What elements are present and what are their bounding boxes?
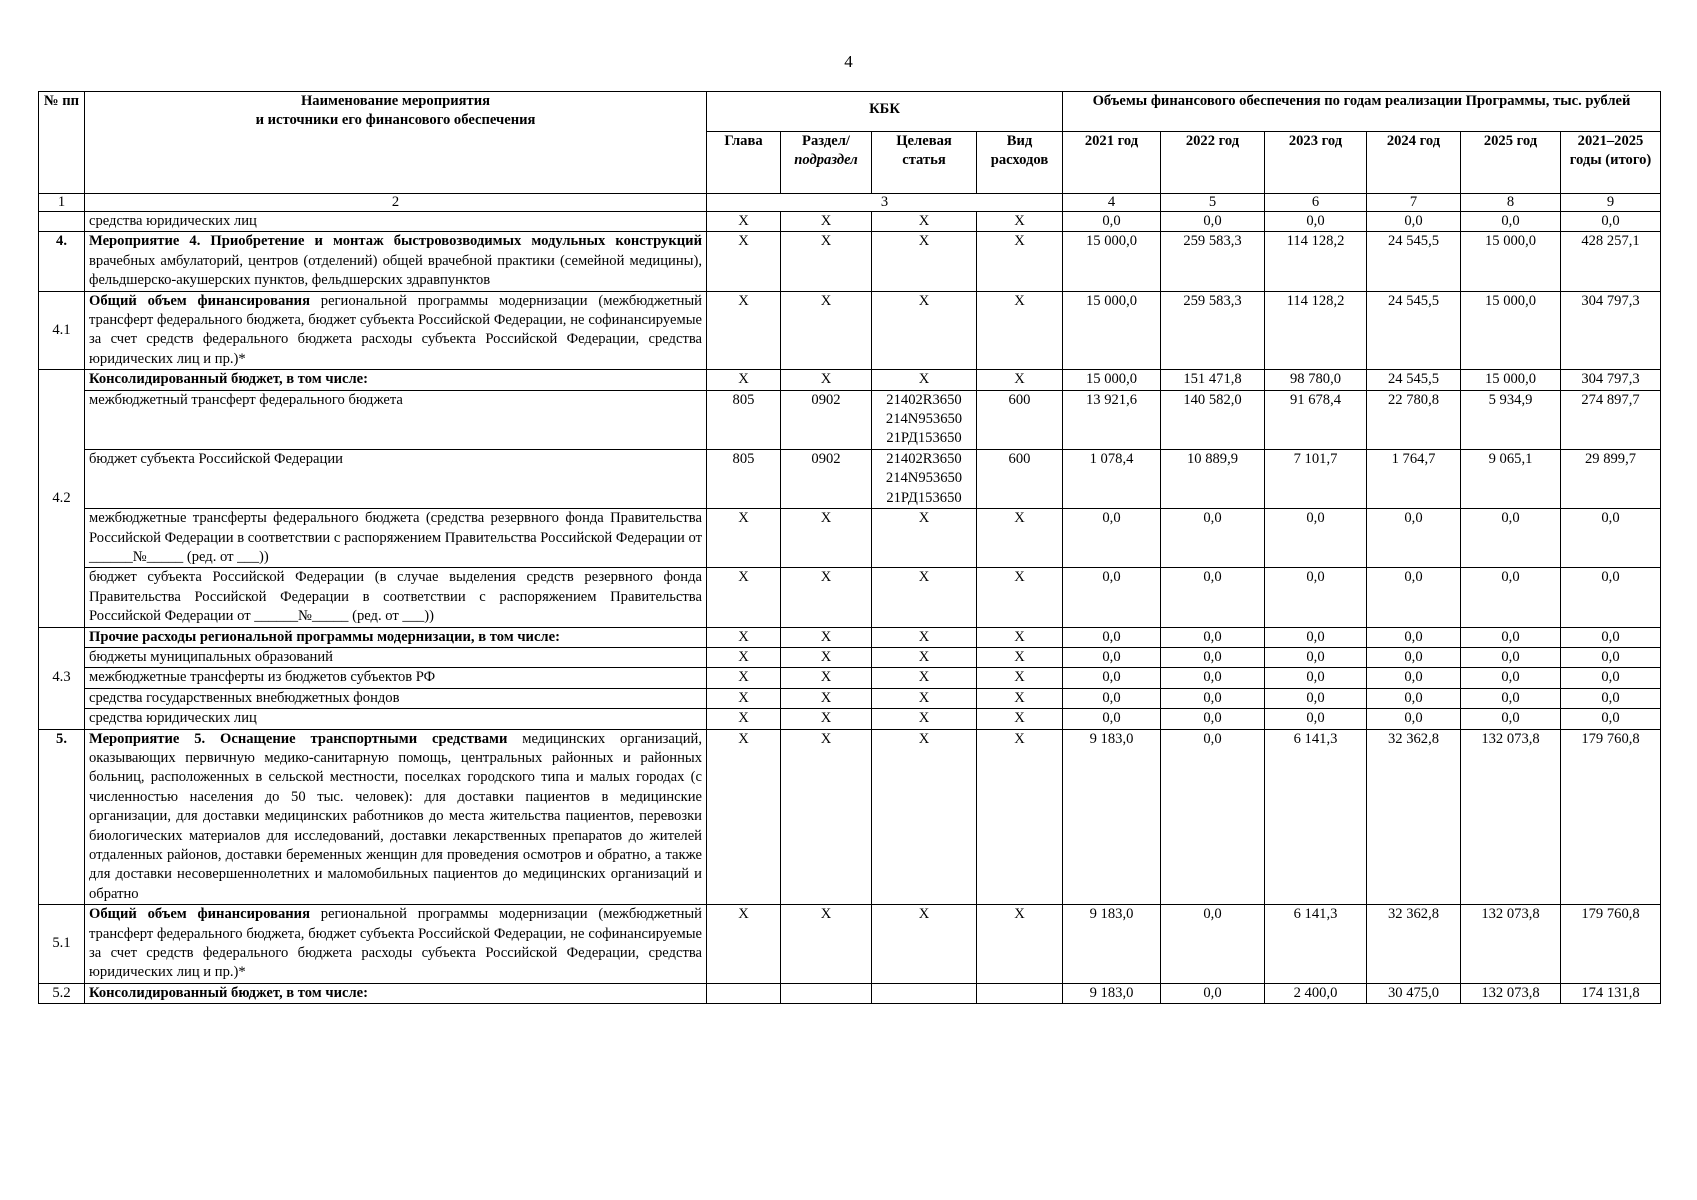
table-row — [39, 291, 1661, 370]
row-number: 4.3 — [39, 627, 85, 729]
row-name — [85, 905, 707, 984]
value-2025: 132 073,8 — [1461, 983, 1561, 1003]
value-2024: 0,0 — [1367, 688, 1461, 708]
page-number: 4 — [844, 52, 853, 71]
value-2023: 0,0 — [1265, 212, 1367, 232]
kbk-glava: Х — [707, 647, 781, 667]
value-2021: 15 000,0 — [1063, 291, 1161, 370]
value-2023: 0,0 — [1265, 627, 1367, 647]
value-2023: 2 400,0 — [1265, 983, 1367, 1003]
kbk-vid: Х — [977, 212, 1063, 232]
value-2025: 5 934,9 — [1461, 390, 1561, 449]
value-total: 0,0 — [1561, 509, 1661, 568]
value-2022: 0,0 — [1161, 647, 1265, 667]
value-total: 0,0 — [1561, 647, 1661, 667]
header-name-col — [85, 92, 707, 194]
header-razdel-line: Раздел/ — [802, 133, 850, 149]
kbk-glava: 805 — [707, 390, 781, 449]
row-number: 4.1 — [39, 291, 85, 370]
row-name: бюджеты муниципальных образований — [85, 647, 707, 667]
value-2024: 0,0 — [1367, 647, 1461, 667]
row-name: межбюджетные трансферты из бюджетов субъектов РФ — [85, 668, 707, 688]
value-2025: 0,0 — [1461, 688, 1561, 708]
value-2021: 0,0 — [1063, 568, 1161, 627]
value-total: 0,0 — [1561, 709, 1661, 729]
row-name — [85, 291, 707, 370]
kbk-celevaya: Х — [872, 688, 977, 708]
value-2025: 15 000,0 — [1461, 291, 1561, 370]
row-text: региональной программы модернизации (межбюджетный трансферт федерального бюджета, бюджет субъекта Российской Федерации, не софинансируемые за счет средств федерального бюджета расходы субъекта Российской Федерации, средства юридических лиц и пр.)* — [89, 906, 702, 981]
value-total: 0,0 — [1561, 627, 1661, 647]
value-2021: 13 921,6 — [1063, 390, 1161, 449]
value-2022: 259 583,3 — [1161, 291, 1265, 370]
kbk-glava: Х — [707, 232, 781, 291]
value-2025: 0,0 — [1461, 709, 1561, 729]
col-number: 3 — [707, 194, 1063, 212]
kbk-razdel: Х — [781, 729, 872, 905]
kbk-vid: Х — [977, 668, 1063, 688]
table-row — [39, 668, 1661, 688]
celevaya-code: 214N953650 — [885, 470, 963, 487]
kbk-celevaya: Х — [872, 729, 977, 905]
value-2025: 15 000,0 — [1461, 232, 1561, 291]
value-2023: 0,0 — [1265, 709, 1367, 729]
value-total: 0,0 — [1561, 688, 1661, 708]
kbk-glava: Х — [707, 370, 781, 390]
value-2025: 0,0 — [1461, 509, 1561, 568]
row-text: врачебных амбулаторий, центров (отделений) общей врачебной практики (семейной медицины), фельдшерско-акушерских пунктов, фельдшерских здравпунктов — [89, 252, 702, 289]
value-2021: 9 183,0 — [1063, 983, 1161, 1003]
table-row — [39, 449, 1661, 508]
value-total: 179 760,8 — [1561, 729, 1661, 905]
kbk-glava: Х — [707, 668, 781, 688]
value-total: 0,0 — [1561, 668, 1661, 688]
value-2023: 6 141,3 — [1265, 729, 1367, 905]
kbk-celevaya: Х — [872, 627, 977, 647]
kbk-celevaya: Х — [872, 668, 977, 688]
value-2021: 0,0 — [1063, 212, 1161, 232]
kbk-glava — [707, 983, 781, 1003]
celevaya-code: 21402R3650 — [886, 391, 962, 408]
header-podrazdel-line: подраздел — [794, 152, 858, 169]
table-row — [39, 709, 1661, 729]
header-row-1 — [39, 92, 1661, 132]
kbk-razdel: Х — [781, 568, 872, 627]
header-2021: 2021 год — [1063, 132, 1161, 194]
value-2022: 140 582,0 — [1161, 390, 1265, 449]
value-2024: 0,0 — [1367, 212, 1461, 232]
kbk-glava: Х — [707, 709, 781, 729]
value-2025: 0,0 — [1461, 568, 1561, 627]
kbk-vid: Х — [977, 627, 1063, 647]
kbk-razdel: Х — [781, 370, 872, 390]
kbk-celevaya: Х — [872, 709, 977, 729]
value-2021: 9 183,0 — [1063, 905, 1161, 984]
header-glava: Глава — [707, 132, 781, 194]
kbk-celevaya: Х — [872, 568, 977, 627]
kbk-celevaya: Х — [872, 370, 977, 390]
value-2023: 0,0 — [1265, 568, 1367, 627]
row-name: Консолидированный бюджет, в том числе: — [85, 370, 707, 390]
value-2025: 15 000,0 — [1461, 370, 1561, 390]
row-number: 5.2 — [39, 983, 85, 1003]
col-number: 5 — [1161, 194, 1265, 212]
kbk-vid: Х — [977, 647, 1063, 667]
col-number: 9 — [1561, 194, 1661, 212]
row-title: Общий объем финансирования — [89, 292, 310, 309]
value-2021: 15 000,0 — [1063, 232, 1161, 291]
kbk-glava: 805 — [707, 449, 781, 508]
value-total: 304 797,3 — [1561, 291, 1661, 370]
col-number: 4 — [1063, 194, 1161, 212]
kbk-vid: Х — [977, 688, 1063, 708]
kbk-celevaya — [872, 983, 977, 1003]
table-row — [39, 983, 1661, 1003]
value-2023: 91 678,4 — [1265, 390, 1367, 449]
kbk-razdel: Х — [781, 647, 872, 667]
value-2024: 24 545,5 — [1367, 291, 1461, 370]
value-2024: 32 362,8 — [1367, 729, 1461, 905]
kbk-vid: Х — [977, 568, 1063, 627]
col-number: 8 — [1461, 194, 1561, 212]
value-total: 29 899,7 — [1561, 449, 1661, 508]
value-2023: 7 101,7 — [1265, 449, 1367, 508]
header-2022: 2022 год — [1161, 132, 1265, 194]
value-2022: 0,0 — [1161, 729, 1265, 905]
value-2024: 0,0 — [1367, 709, 1461, 729]
header-2023: 2023 год — [1265, 132, 1367, 194]
value-2021: 0,0 — [1063, 709, 1161, 729]
row-name — [85, 729, 707, 905]
row-number — [39, 212, 85, 232]
col-number: 6 — [1265, 194, 1367, 212]
value-total: 304 797,3 — [1561, 370, 1661, 390]
value-2022: 0,0 — [1161, 905, 1265, 984]
table-row — [39, 212, 1661, 232]
kbk-razdel: Х — [781, 688, 872, 708]
value-2024: 0,0 — [1367, 668, 1461, 688]
value-2021: 0,0 — [1063, 509, 1161, 568]
kbk-vid: Х — [977, 509, 1063, 568]
kbk-razdel: Х — [781, 509, 872, 568]
header-kbk: КБК — [707, 92, 1063, 132]
kbk-vid: Х — [977, 232, 1063, 291]
header-razdel — [781, 132, 872, 194]
value-2023: 0,0 — [1265, 509, 1367, 568]
kbk-celevaya: Х — [872, 212, 977, 232]
kbk-vid: 600 — [977, 449, 1063, 508]
value-2022: 0,0 — [1161, 709, 1265, 729]
kbk-glava: Х — [707, 509, 781, 568]
row-number: 4.2 — [39, 370, 85, 627]
table-row — [39, 390, 1661, 449]
row-title: Общий объем финансирования — [89, 906, 310, 923]
value-2024: 0,0 — [1367, 509, 1461, 568]
value-2022: 0,0 — [1161, 627, 1265, 647]
row-name: средства государственных внебюджетных фондов — [85, 688, 707, 708]
header-2025: 2025 год — [1461, 132, 1561, 194]
value-2023: 114 128,2 — [1265, 232, 1367, 291]
value-2022: 10 889,9 — [1161, 449, 1265, 508]
kbk-glava: Х — [707, 627, 781, 647]
value-2021: 1 078,4 — [1063, 449, 1161, 508]
value-total: 274 897,7 — [1561, 390, 1661, 449]
value-total: 0,0 — [1561, 568, 1661, 627]
header-total: 2021–2025 годы (итого) — [1561, 132, 1661, 194]
value-2025: 0,0 — [1461, 212, 1561, 232]
kbk-glava: Х — [707, 729, 781, 905]
row-name: Прочие расходы региональной программы модернизации, в том числе: — [85, 627, 707, 647]
kbk-razdel: Х — [781, 709, 872, 729]
kbk-razdel: Х — [781, 291, 872, 370]
kbk-celevaya: Х — [872, 905, 977, 984]
row-name: межбюджетный трансферт федерального бюджета — [85, 390, 707, 449]
celevaya-code: 21402R3650 — [886, 450, 962, 467]
value-2021: 15 000,0 — [1063, 370, 1161, 390]
value-total: 428 257,1 — [1561, 232, 1661, 291]
kbk-glava: Х — [707, 905, 781, 984]
table-row — [39, 627, 1661, 647]
kbk-razdel — [781, 983, 872, 1003]
table-row — [39, 905, 1661, 984]
header-num-col: № пп — [39, 92, 85, 194]
kbk-celevaya: Х — [872, 647, 977, 667]
col-number: 1 — [39, 194, 85, 212]
kbk-vid: 600 — [977, 390, 1063, 449]
row-name — [85, 232, 707, 291]
value-2024: 32 362,8 — [1367, 905, 1461, 984]
row-text: медицинских организаций, оказывающих первичную медико-санитарную помощь, центральных районных и районных больниц, расположенных в сельской местности, поселках городского типа и малых городах (с численностью населения до 50 тыс. человек): для доставки пациентов в медицинские организации, для доставки медицинских работников до места жительства пациентов, перевозки биологических материалов для исследований, доставки лекарственных препаратов до жителей отдаленных районов, доставки беременных женщин для проведения осмотров и обратно, а также для доставки несовершеннолетних и маломобильных пациентов до медицинских организаций и обратно — [89, 730, 702, 902]
kbk-razdel: Х — [781, 232, 872, 291]
value-2022: 151 471,8 — [1161, 370, 1265, 390]
value-total: 0,0 — [1561, 212, 1661, 232]
row-name: бюджет субъекта Российской Федерации — [85, 449, 707, 508]
celevaya-code: 21РД153650 — [886, 430, 962, 447]
value-2024: 0,0 — [1367, 568, 1461, 627]
financing-table — [38, 91, 1661, 1004]
value-2021: 0,0 — [1063, 668, 1161, 688]
celevaya-code: 21РД153650 — [886, 489, 962, 506]
value-2021: 9 183,0 — [1063, 729, 1161, 905]
row-name: средства юридических лиц — [85, 212, 707, 232]
value-2024: 24 545,5 — [1367, 370, 1461, 390]
header-name-line1: Наименование мероприятия — [300, 93, 491, 109]
row-name: средства юридических лиц — [85, 709, 707, 729]
value-2024: 24 545,5 — [1367, 232, 1461, 291]
kbk-razdel: 0902 — [781, 449, 872, 508]
value-2023: 98 780,0 — [1265, 370, 1367, 390]
table-row — [39, 370, 1661, 390]
row-title: Мероприятие 5. Оснащение транспортными средствами — [89, 730, 508, 747]
table-row — [39, 688, 1661, 708]
header-celevaya: Целевая статья — [872, 132, 977, 194]
kbk-glava: Х — [707, 568, 781, 627]
col-number: 7 — [1367, 194, 1461, 212]
value-2023: 0,0 — [1265, 688, 1367, 708]
row-text: региональной программы модернизации (межбюджетный трансферт федерального бюджета, бюджет субъекта Российской Федерации, не софинансируемые за счет средств федерального бюджета расходы субъекта Российской Федерации, средства юридических лиц и пр.)* — [89, 292, 702, 367]
value-2025: 0,0 — [1461, 668, 1561, 688]
kbk-celevaya: Х — [872, 232, 977, 291]
kbk-vid — [977, 983, 1063, 1003]
row-name: бюджет субъекта Российской Федерации (в случае выделения средств резервного фонда Правительства Российской Федерации в соответствии с распоряжением Правительства Российской Федерации от ______№_____ (ред. от ___)) — [85, 568, 707, 627]
row-name: межбюджетные трансферты федерального бюджета (средства резервного фонда Правительства Российской Федерации в соответствии с распоряжением Правительства Российской Федерации от ______№_____ (ред. от ___)) — [85, 509, 707, 568]
kbk-razdel: Х — [781, 905, 872, 984]
value-2024: 1 764,7 — [1367, 449, 1461, 508]
kbk-razdel: Х — [781, 627, 872, 647]
value-2024: 0,0 — [1367, 627, 1461, 647]
kbk-razdel: 0902 — [781, 390, 872, 449]
kbk-celevaya: Х — [872, 291, 977, 370]
value-2025: 9 065,1 — [1461, 449, 1561, 508]
col-number: 2 — [85, 194, 707, 212]
row-number: 4. — [39, 232, 85, 291]
value-total: 179 760,8 — [1561, 905, 1661, 984]
value-2021: 0,0 — [1063, 627, 1161, 647]
value-2023: 0,0 — [1265, 668, 1367, 688]
value-total: 174 131,8 — [1561, 983, 1661, 1003]
kbk-vid: Х — [977, 905, 1063, 984]
value-2025: 0,0 — [1461, 647, 1561, 667]
value-2022: 259 583,3 — [1161, 232, 1265, 291]
kbk-glava: Х — [707, 212, 781, 232]
kbk-vid: Х — [977, 370, 1063, 390]
kbk-razdel: Х — [781, 668, 872, 688]
row-name: Консолидированный бюджет, в том числе: — [85, 983, 707, 1003]
kbk-glava: Х — [707, 291, 781, 370]
table-row — [39, 509, 1661, 568]
header-vid: Вид расходов — [977, 132, 1063, 194]
value-2024: 30 475,0 — [1367, 983, 1461, 1003]
value-2021: 0,0 — [1063, 647, 1161, 667]
kbk-glava: Х — [707, 688, 781, 708]
header-name-line2: и источники его финансового обеспечения — [255, 112, 536, 129]
header-volumes: Объемы финансового обеспечения по годам реализации Программы, тыс. рублей — [1063, 92, 1661, 132]
table-row — [39, 232, 1661, 291]
kbk-vid: Х — [977, 729, 1063, 905]
value-2025: 132 073,8 — [1461, 729, 1561, 905]
table-row — [39, 729, 1661, 905]
row-number: 5.1 — [39, 905, 85, 984]
value-2025: 0,0 — [1461, 627, 1561, 647]
value-2022: 0,0 — [1161, 509, 1265, 568]
kbk-celevaya: Х — [872, 509, 977, 568]
kbk-vid: Х — [977, 291, 1063, 370]
table-row — [39, 568, 1661, 627]
row-title: Мероприятие 4. Приобретение и монтаж быстровозводимых модульных конструкций — [89, 233, 702, 250]
value-2022: 0,0 — [1161, 568, 1265, 627]
celevaya-code: 214N953650 — [885, 411, 963, 428]
kbk-celevaya — [872, 449, 977, 508]
value-2024: 22 780,8 — [1367, 390, 1461, 449]
value-2023: 114 128,2 — [1265, 291, 1367, 370]
value-2022: 0,0 — [1161, 983, 1265, 1003]
value-2022: 0,0 — [1161, 668, 1265, 688]
column-numbers-row — [39, 194, 1661, 212]
value-2022: 0,0 — [1161, 688, 1265, 708]
table-row — [39, 647, 1661, 667]
row-number: 5. — [39, 729, 85, 905]
kbk-celevaya — [872, 390, 977, 449]
header-2024: 2024 год — [1367, 132, 1461, 194]
value-2023: 6 141,3 — [1265, 905, 1367, 984]
value-2022: 0,0 — [1161, 212, 1265, 232]
value-2021: 0,0 — [1063, 688, 1161, 708]
value-2023: 0,0 — [1265, 647, 1367, 667]
value-2025: 132 073,8 — [1461, 905, 1561, 984]
kbk-razdel: Х — [781, 212, 872, 232]
kbk-vid: Х — [977, 709, 1063, 729]
